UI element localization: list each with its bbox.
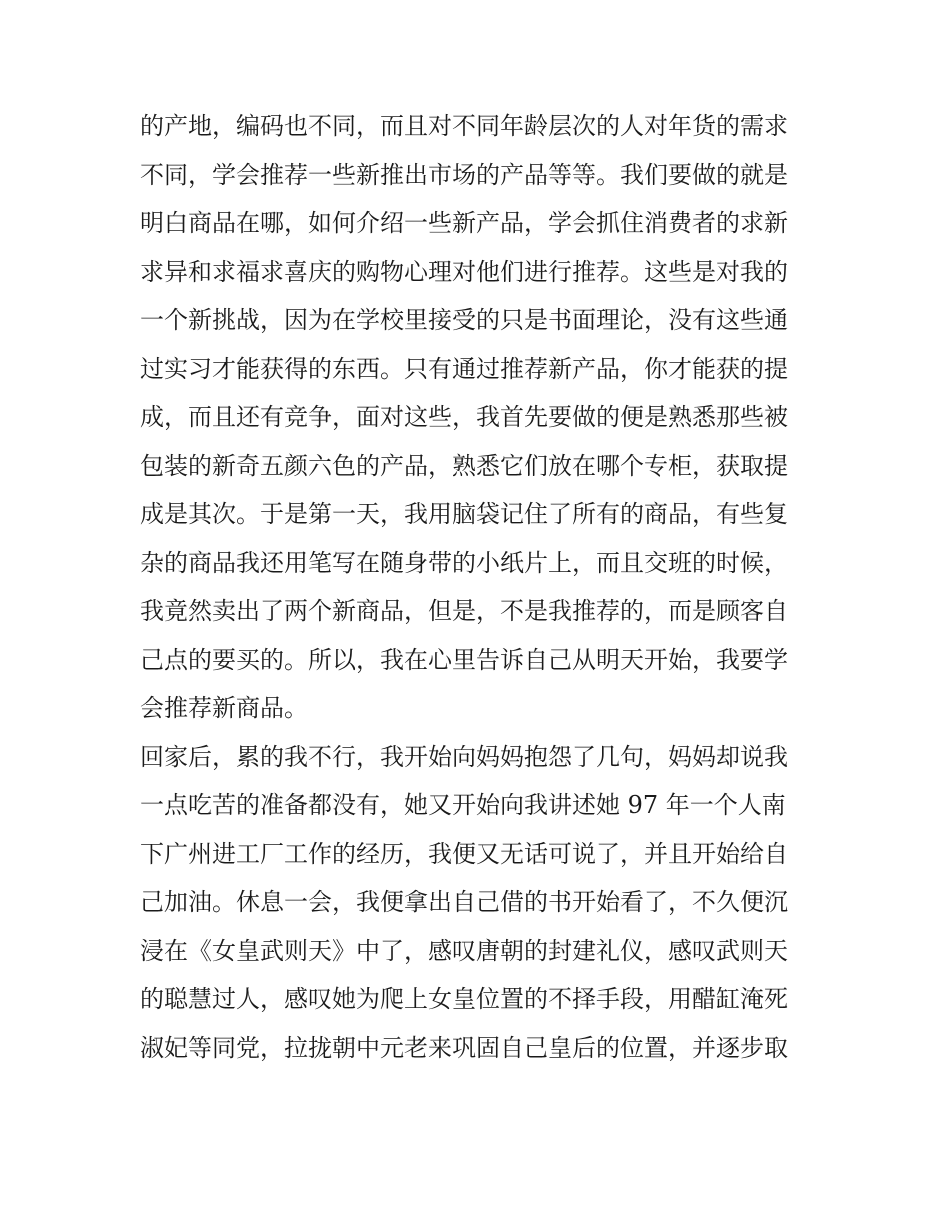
- text-line: 淑妃等同党，拉拢朝中元老来巩固自己皇后的位置，并逐步取: [140, 1033, 788, 1062]
- text-line: 过实习才能获得的东西。只有通过推荐新产品，你才能获的提: [140, 354, 788, 383]
- text-line: 回家后，累的我不行，我开始向妈妈抱怨了几句，妈妈却说我: [140, 742, 788, 771]
- text-line: 己点的要买的。所以，我在心里告诉自己从明天开始，我要学: [140, 645, 788, 674]
- text-line: 求异和求福求喜庆的购物心理对他们进行推荐。这些是对我的: [140, 257, 788, 286]
- text-line: 包装的新奇五颜六色的产品，熟悉它们放在哪个专柜，获取提: [140, 451, 788, 480]
- text-line: 下广州进工厂工作的经历，我便又无话可说了，并且开始给自: [140, 839, 788, 868]
- text-line: 杂的商品我还用笔写在随身带的小纸片上，而且交班的时候，: [140, 548, 788, 577]
- text-line: 我竟然卖出了两个新商品，但是，不是我推荐的，而是顾客自: [140, 597, 788, 625]
- text-line: 成，而且还有竞争，面对这些，我首先要做的便是熟悉那些被: [140, 403, 788, 431]
- text-line: 成是其次。于是第一天，我用脑袋记住了所有的商品，有些复: [140, 500, 788, 528]
- text-line: 一点吃苦的准备都没有，她又开始向我讲述她 97 年一个人南: [140, 791, 786, 819]
- text-line: 的产地，编码也不同，而且对不同年龄层次的人对年货的需求: [140, 112, 788, 140]
- text-line: 的聪慧过人，感叹她为爬上女皇位置的不择手段，用醋缸淹死: [140, 985, 788, 1013]
- text-line: 浸在《女皇武则天》中了，感叹唐朝的封建礼仪，感叹武则天: [140, 936, 788, 965]
- text-line: 一个新挑战，因为在学校里接受的只是书面理论，没有这些通: [140, 306, 788, 334]
- text-line: 会推荐新商品。: [140, 694, 308, 722]
- text-line: 明白商品在哪，如何介绍一些新产品，学会抓住消费者的求新: [140, 209, 788, 237]
- text-line: 己加油。休息一会，我便拿出自己借的书开始看了，不久便沉: [140, 888, 788, 916]
- text-line: 不同，学会推荐一些新推出市场的产品等等。我们要做的就是: [140, 160, 788, 189]
- body-text: [140, 102, 820, 1072]
